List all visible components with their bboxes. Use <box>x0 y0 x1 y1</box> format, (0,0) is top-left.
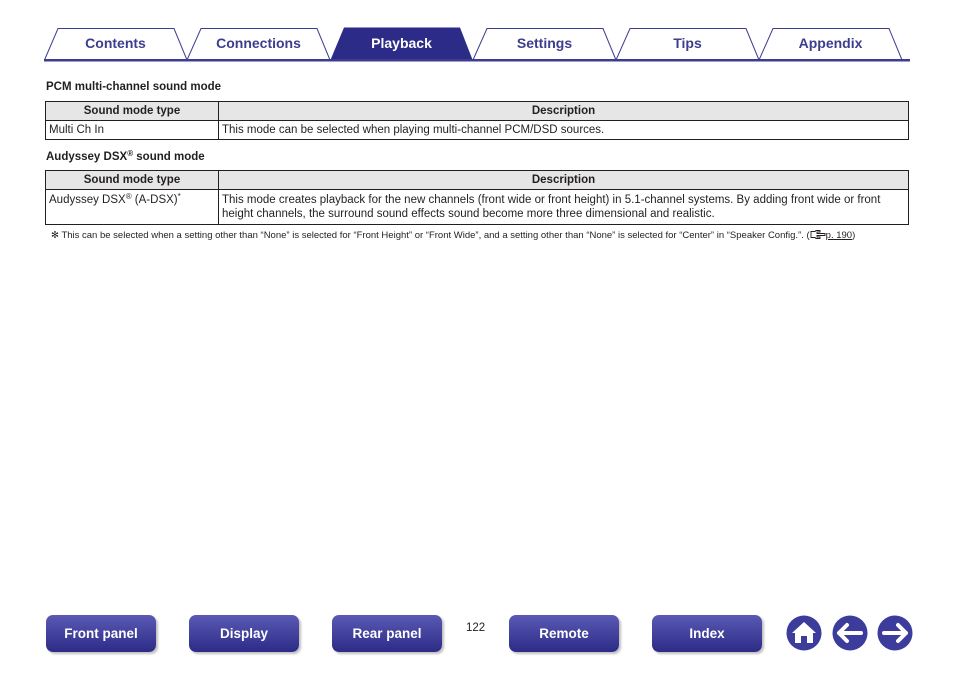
footnote-mark: ✻ <box>51 230 59 241</box>
tab-bar <box>44 26 910 62</box>
arrow-right-icon[interactable] <box>877 615 913 651</box>
description-cell: This mode creates playback for the new channels (front wide or front height) in 5.1-channel systems. By adding front wide or front height channels, the surround sound effects sound become more three dimensional and realistic. <box>219 190 909 225</box>
tab-playback[interactable]: Playback <box>371 35 432 51</box>
dsx-section-title: Audyssey DSX® sound mode <box>46 149 205 163</box>
tab-contents[interactable]: Contents <box>85 35 146 51</box>
table-row <box>46 190 909 225</box>
header-description: Description <box>219 171 909 190</box>
footnote-mark: * <box>177 192 181 201</box>
display-button[interactable]: Display <box>189 615 299 652</box>
rear-panel-button[interactable]: Rear panel <box>332 615 442 652</box>
description-cell: This mode can be selected when playing multi-channel PCM/DSD sources. <box>219 121 909 140</box>
pcm-section-title: PCM multi-channel sound mode <box>46 81 222 93</box>
arrow-left-icon[interactable] <box>832 615 868 651</box>
sound-mode-type-cell: Audyssey DSX® (A-DSX)* <box>46 190 219 225</box>
sound-mode-type-cell: Multi Ch In <box>46 121 219 140</box>
table-row <box>46 121 909 140</box>
table-header-row <box>46 171 909 190</box>
home-icon[interactable] <box>786 615 822 651</box>
footnote-text: This can be selected when a setting other than “None” is selected for “Front Height” or “Front Wide”, and a setting other than “None” is selected for “Center” in “Speaker Config.”. <box>61 230 804 241</box>
header-sound-mode-type: Sound mode type <box>46 171 219 190</box>
remote-button[interactable]: Remote <box>509 615 619 652</box>
front-panel-button[interactable]: Front panel <box>46 615 156 652</box>
header-sound-mode-type: Sound mode type <box>46 102 219 121</box>
header-description: Description <box>219 102 909 121</box>
page-reference-link[interactable]: p. 190 <box>825 230 853 241</box>
dsx-mode-table <box>45 170 909 225</box>
registered-mark: ® <box>127 149 134 158</box>
table-header-row <box>46 102 909 121</box>
page-number: 122 <box>466 622 486 634</box>
index-button[interactable]: Index <box>652 615 762 652</box>
pcm-mode-table <box>45 101 909 140</box>
tab-settings[interactable]: Settings <box>516 35 573 51</box>
tab-tips[interactable]: Tips <box>673 35 702 51</box>
tab-appendix[interactable]: Appendix <box>798 35 863 51</box>
tab-connections[interactable]: Connections <box>216 35 301 51</box>
pointing-hand-icon <box>810 230 826 239</box>
footnote: ✻ This can be selected when a setting other than “None” is selected for “Front Height” or “Front Wide”, and a setting other than “None” is selected for “Center” in “Speaker Config.”. ( p. 190) <box>51 230 856 241</box>
